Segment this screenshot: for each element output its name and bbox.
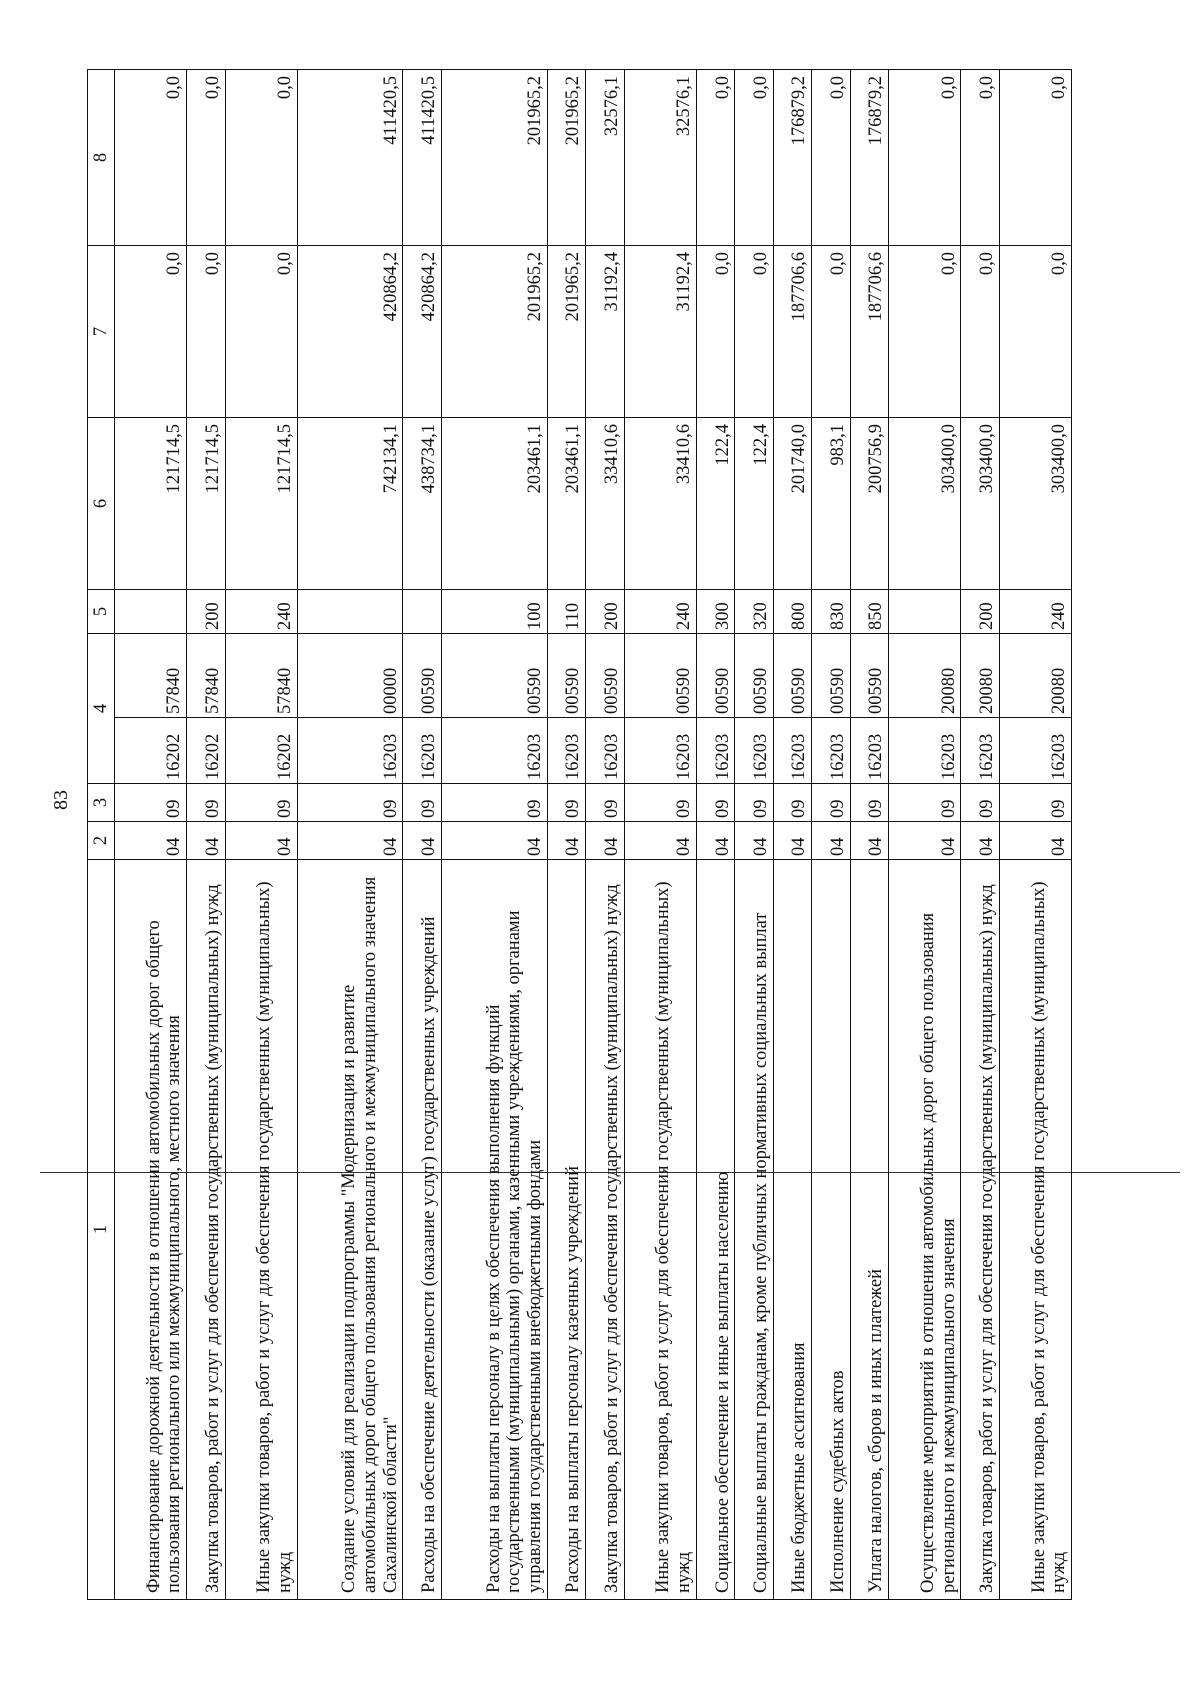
table-row — [187, 70, 225, 1600]
table-row — [696, 70, 734, 1600]
row-description: Закупка товаров, работ и услуг для обеспечения государственных (муниципальных) нужд — [187, 860, 225, 1600]
row-target-item-code: 00590 — [547, 634, 585, 718]
row-expense-type-code: 110 — [547, 590, 585, 634]
row-value-col8: 411420,5 — [297, 70, 403, 246]
row-value-col8: 0,0 — [187, 70, 225, 246]
table-header-row — [88, 70, 115, 1600]
header-col-2: 2 — [88, 822, 115, 860]
row-section-code: 04 — [850, 822, 888, 860]
row-section-code: 04 — [441, 822, 547, 860]
row-value-col7: 0,0 — [999, 246, 1071, 418]
row-expense-type-code: 200 — [961, 590, 999, 634]
row-target-program-code: 16202 — [225, 718, 297, 784]
row-target-item-code: 20080 — [999, 634, 1071, 718]
row-expense-type-code — [297, 590, 403, 634]
row-target-program-code: 16203 — [735, 718, 773, 784]
row-description: Социальные выплаты гражданам, кроме публичных нормативных социальных выплат — [735, 860, 773, 1600]
row-section-code: 04 — [961, 822, 999, 860]
table-row — [297, 70, 403, 1600]
table-row — [586, 70, 624, 1600]
row-section-code: 04 — [586, 822, 624, 860]
row-section-code: 04 — [624, 822, 696, 860]
row-description: Уплата налогов, сборов и иных платежей — [850, 860, 888, 1600]
row-value-col8: 0,0 — [115, 70, 187, 246]
table-row — [812, 70, 850, 1600]
row-value-col7: 0,0 — [115, 246, 187, 418]
row-value-col6: 33410,6 — [586, 418, 624, 590]
row-target-program-code: 16203 — [547, 718, 585, 784]
row-value-col8: 0,0 — [696, 70, 734, 246]
row-subsection-code: 09 — [187, 784, 225, 822]
row-target-item-code: 00590 — [812, 634, 850, 718]
row-description: Расходы на выплаты персоналу казенных учреждений — [547, 860, 585, 1600]
row-value-col6: 122,4 — [696, 418, 734, 590]
header-col-4: 4 — [88, 634, 115, 784]
page-number: 83 — [50, 790, 72, 810]
row-target-program-code: 16202 — [187, 718, 225, 784]
row-section-code: 04 — [773, 822, 811, 860]
row-subsection-code: 09 — [961, 784, 999, 822]
row-value-col6: 742134,1 — [297, 418, 403, 590]
row-description: Осуществление мероприятий в отношении автомобильных дорог общего пользования регионального и межмуниципального значения — [889, 860, 961, 1600]
row-description: Закупка товаров, работ и услуг для обеспечения государственных (муниципальных) нужд — [961, 860, 999, 1600]
header-col-7: 7 — [88, 246, 115, 418]
row-target-item-code: 00000 — [297, 634, 403, 718]
row-expense-type-code: 200 — [187, 590, 225, 634]
row-value-col6: 438734,1 — [403, 418, 441, 590]
row-target-item-code: 00590 — [624, 634, 696, 718]
row-value-col8: 0,0 — [999, 70, 1071, 246]
table-row — [850, 70, 888, 1600]
row-description: Расходы на обеспечение деятельности (оказание услуг) государственных учреждений — [403, 860, 441, 1600]
row-target-item-code: 00590 — [696, 634, 734, 718]
table-row — [403, 70, 441, 1600]
row-section-code: 04 — [735, 822, 773, 860]
row-value-col7: 0,0 — [735, 246, 773, 418]
row-target-program-code: 16203 — [850, 718, 888, 784]
table-row — [999, 70, 1071, 1600]
table-row — [441, 70, 547, 1600]
row-expense-type-code: 240 — [624, 590, 696, 634]
row-value-col8: 0,0 — [961, 70, 999, 246]
row-subsection-code: 09 — [812, 784, 850, 822]
row-section-code: 04 — [696, 822, 734, 860]
row-value-col8: 32576,1 — [586, 70, 624, 246]
row-target-item-code: 00590 — [586, 634, 624, 718]
budget-table-container — [87, 70, 1072, 1600]
row-expense-type-code: 100 — [441, 590, 547, 634]
row-subsection-code: 09 — [547, 784, 585, 822]
row-value-col7: 31192,4 — [624, 246, 696, 418]
row-expense-type-code: 850 — [850, 590, 888, 634]
row-subsection-code: 09 — [889, 784, 961, 822]
row-description: Финансирование дорожной деятельности в отношении автомобильных дорог общего пользования регионального или межмуниципального, местного значения — [115, 860, 187, 1600]
row-value-col7: 0,0 — [225, 246, 297, 418]
row-target-program-code: 16203 — [812, 718, 850, 784]
header-col-3: 3 — [88, 784, 115, 822]
row-section-code: 04 — [225, 822, 297, 860]
row-section-code: 04 — [547, 822, 585, 860]
row-section-code: 04 — [115, 822, 187, 860]
table-row — [773, 70, 811, 1600]
row-target-item-code: 57840 — [187, 634, 225, 718]
row-expense-type-code: 240 — [225, 590, 297, 634]
row-expense-type-code: 830 — [812, 590, 850, 634]
row-description: Создание условий для реализации подпрограммы "Модернизация и развитие автомобильных дорог общего пользования регионального и межмуниципального значения Сахалинской области" — [297, 860, 403, 1600]
row-value-col6: 121714,5 — [115, 418, 187, 590]
row-description: Иные закупки товаров, работ и услуг для обеспечения государственных (муниципальных) нужд — [999, 860, 1071, 1600]
row-value-col6: 983,1 — [812, 418, 850, 590]
row-description: Исполнение судебных актов — [812, 860, 850, 1600]
row-expense-type-code: 800 — [773, 590, 811, 634]
row-target-program-code: 16202 — [115, 718, 187, 784]
row-value-col8: 32576,1 — [624, 70, 696, 246]
row-value-col7: 0,0 — [812, 246, 850, 418]
row-value-col8: 0,0 — [812, 70, 850, 246]
row-subsection-code: 09 — [735, 784, 773, 822]
row-section-code: 04 — [889, 822, 961, 860]
row-section-code: 04 — [297, 822, 403, 860]
row-value-col6: 33410,6 — [624, 418, 696, 590]
row-value-col8: 176879,2 — [773, 70, 811, 246]
row-section-code: 04 — [187, 822, 225, 860]
row-expense-type-code: 300 — [696, 590, 734, 634]
row-subsection-code: 09 — [850, 784, 888, 822]
row-value-col6: 200756,9 — [850, 418, 888, 590]
row-value-col6: 303400,0 — [999, 418, 1071, 590]
table-row — [115, 70, 187, 1600]
row-target-program-code: 16203 — [441, 718, 547, 784]
row-target-item-code: 20080 — [961, 634, 999, 718]
row-description: Иные закупки товаров, работ и услуг для обеспечения государственных (муниципальных) нужд — [225, 860, 297, 1600]
row-value-col6: 122,4 — [735, 418, 773, 590]
row-value-col6: 121714,5 — [225, 418, 297, 590]
row-target-program-code: 16203 — [403, 718, 441, 784]
table-row — [961, 70, 999, 1600]
table-body — [115, 70, 1072, 1600]
row-subsection-code: 09 — [999, 784, 1071, 822]
row-section-code: 04 — [403, 822, 441, 860]
header-col-5: 5 — [88, 590, 115, 634]
row-value-col7: 187706,6 — [773, 246, 811, 418]
table-row — [889, 70, 961, 1600]
row-expense-type-code: 320 — [735, 590, 773, 634]
row-value-col6: 303400,0 — [889, 418, 961, 590]
row-value-col6: 303400,0 — [961, 418, 999, 590]
row-description: Социальное обеспечение и иные выплаты населению — [696, 860, 734, 1600]
row-target-program-code: 16203 — [586, 718, 624, 784]
header-col-1: 1 — [88, 860, 115, 1600]
row-target-item-code: 00590 — [441, 634, 547, 718]
row-subsection-code: 09 — [696, 784, 734, 822]
row-value-col7: 201965,2 — [441, 246, 547, 418]
row-target-item-code: 00590 — [403, 634, 441, 718]
row-expense-type-code: 200 — [586, 590, 624, 634]
row-value-col6: 203461,1 — [547, 418, 585, 590]
row-value-col8: 0,0 — [225, 70, 297, 246]
row-subsection-code: 09 — [115, 784, 187, 822]
row-target-item-code: 00590 — [735, 634, 773, 718]
row-subsection-code: 09 — [403, 784, 441, 822]
row-value-col7: 0,0 — [187, 246, 225, 418]
row-target-program-code: 16203 — [624, 718, 696, 784]
row-value-col8: 0,0 — [889, 70, 961, 246]
row-target-program-code: 16203 — [297, 718, 403, 784]
row-subsection-code: 09 — [441, 784, 547, 822]
table-row — [735, 70, 773, 1600]
row-target-program-code: 16203 — [889, 718, 961, 784]
row-value-col7: 201965,2 — [547, 246, 585, 418]
row-value-col6: 201740,0 — [773, 418, 811, 590]
table-row — [547, 70, 585, 1600]
row-target-item-code: 57840 — [115, 634, 187, 718]
row-value-col7: 0,0 — [961, 246, 999, 418]
row-expense-type-code — [403, 590, 441, 634]
row-value-col8: 411420,5 — [403, 70, 441, 246]
row-description: Расходы на выплаты персоналу в целях обеспечения выполнения функций государственными (муниципальными) органами, казенными учреждениями, органами управления государственными внебюджетными фондами — [441, 860, 547, 1600]
row-subsection-code: 09 — [225, 784, 297, 822]
row-value-col7: 420864,2 — [297, 246, 403, 418]
row-subsection-code: 09 — [297, 784, 403, 822]
row-value-col7: 31192,4 — [586, 246, 624, 418]
row-section-code: 04 — [999, 822, 1071, 860]
row-target-program-code: 16203 — [999, 718, 1071, 784]
row-subsection-code: 09 — [586, 784, 624, 822]
row-value-col8: 201965,2 — [441, 70, 547, 246]
row-target-item-code: 00590 — [773, 634, 811, 718]
row-target-item-code: 00590 — [850, 634, 888, 718]
table-row — [225, 70, 297, 1600]
row-expense-type-code — [889, 590, 961, 634]
row-expense-type-code — [115, 590, 187, 634]
row-expense-type-code: 240 — [999, 590, 1071, 634]
row-target-program-code: 16203 — [961, 718, 999, 784]
row-target-program-code: 16203 — [696, 718, 734, 784]
row-value-col7: 420864,2 — [403, 246, 441, 418]
row-section-code: 04 — [812, 822, 850, 860]
header-col-6: 6 — [88, 418, 115, 590]
header-col-8: 8 — [88, 70, 115, 246]
row-target-item-code: 20080 — [889, 634, 961, 718]
table-row — [624, 70, 696, 1600]
row-target-program-code: 16203 — [773, 718, 811, 784]
row-description: Закупка товаров, работ и услуг для обеспечения государственных (муниципальных) нужд — [586, 860, 624, 1600]
row-description: Иные бюджетные ассигнования — [773, 860, 811, 1600]
budget-table — [87, 69, 1072, 1600]
row-value-col6: 203461,1 — [441, 418, 547, 590]
row-subsection-code: 09 — [773, 784, 811, 822]
row-value-col7: 187706,6 — [850, 246, 888, 418]
row-target-item-code: 57840 — [225, 634, 297, 718]
row-value-col7: 0,0 — [889, 246, 961, 418]
row-subsection-code: 09 — [624, 784, 696, 822]
row-value-col8: 0,0 — [735, 70, 773, 246]
row-value-col8: 176879,2 — [850, 70, 888, 246]
row-value-col7: 0,0 — [696, 246, 734, 418]
row-value-col8: 201965,2 — [547, 70, 585, 246]
row-description: Иные закупки товаров, работ и услуг для обеспечения государственных (муниципальных) нужд — [624, 860, 696, 1600]
row-value-col6: 121714,5 — [187, 418, 225, 590]
